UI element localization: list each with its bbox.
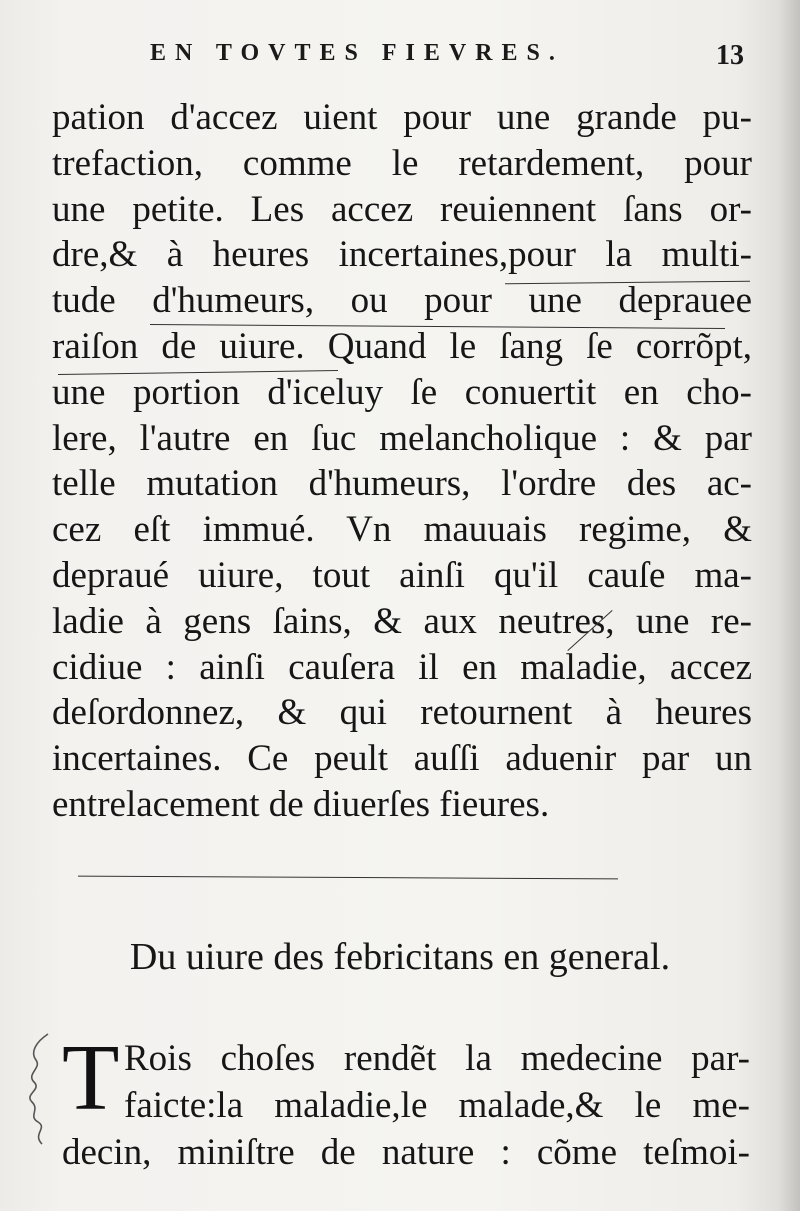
text-line: une portion d'iceluy ſe conuertit en cho- xyxy=(52,371,752,413)
text-line: trefaction, comme le retardement, pour xyxy=(52,142,752,184)
handwritten-underline xyxy=(78,876,618,880)
text-line: depraué uiure, tout ainſi qu'il cauſe ma- xyxy=(52,554,752,596)
text-line: telle mutation d'humeurs, l'ordre des ac- xyxy=(52,463,752,505)
text-line: cez eſt immué. Vn mauuais regime, & xyxy=(52,509,752,551)
marginal-handwriting-mark xyxy=(18,1030,58,1150)
text-line: pation d'accez uient pour une grande pu- xyxy=(52,97,752,138)
page-edge-shadow xyxy=(778,0,800,1211)
text-line-last: entrelacement de diuerſes fieures. xyxy=(52,783,550,825)
text-line: ladie à gens ſains, & aux neutres, une re- xyxy=(52,600,752,642)
body-paragraph xyxy=(52,95,752,828)
text-line: lere, l'autre en ſuc melancholique : & par xyxy=(52,417,752,459)
text-line: cidiue : ainſi cauſera il en maladie, accez xyxy=(52,646,752,688)
text-line: Rois choſes rendẽt la medecine par- xyxy=(124,1038,750,1079)
page-number: 13 xyxy=(716,40,744,71)
text-line: tude d'humeurs, ou pour une deprauee xyxy=(52,280,752,322)
running-head: EN TOVTES FIEVRES. xyxy=(150,40,564,66)
drop-capital: T xyxy=(62,1026,120,1130)
text-line: decin, miniſtre de nature : cõme teſmoi- xyxy=(62,1132,750,1173)
text-line: dre,& à heures incertaines,pour la multi- xyxy=(52,234,752,276)
text-line: une petite. Les accez reuiennent ſans or- xyxy=(52,188,752,230)
section-heading: Du uiure des febricitans en general. xyxy=(129,936,671,978)
text-line: incertaines. Ce peult auſſi aduenir par un xyxy=(52,738,752,780)
second-paragraph xyxy=(62,1026,750,1176)
text-line: raiſon de uiure. Quand le ſang ſe corrõpt, xyxy=(52,325,752,367)
text-line: faicte:la maladie,le malade,& le me- xyxy=(124,1085,750,1126)
text-line: deſordonnez, & qui retournent à heures xyxy=(52,692,752,734)
